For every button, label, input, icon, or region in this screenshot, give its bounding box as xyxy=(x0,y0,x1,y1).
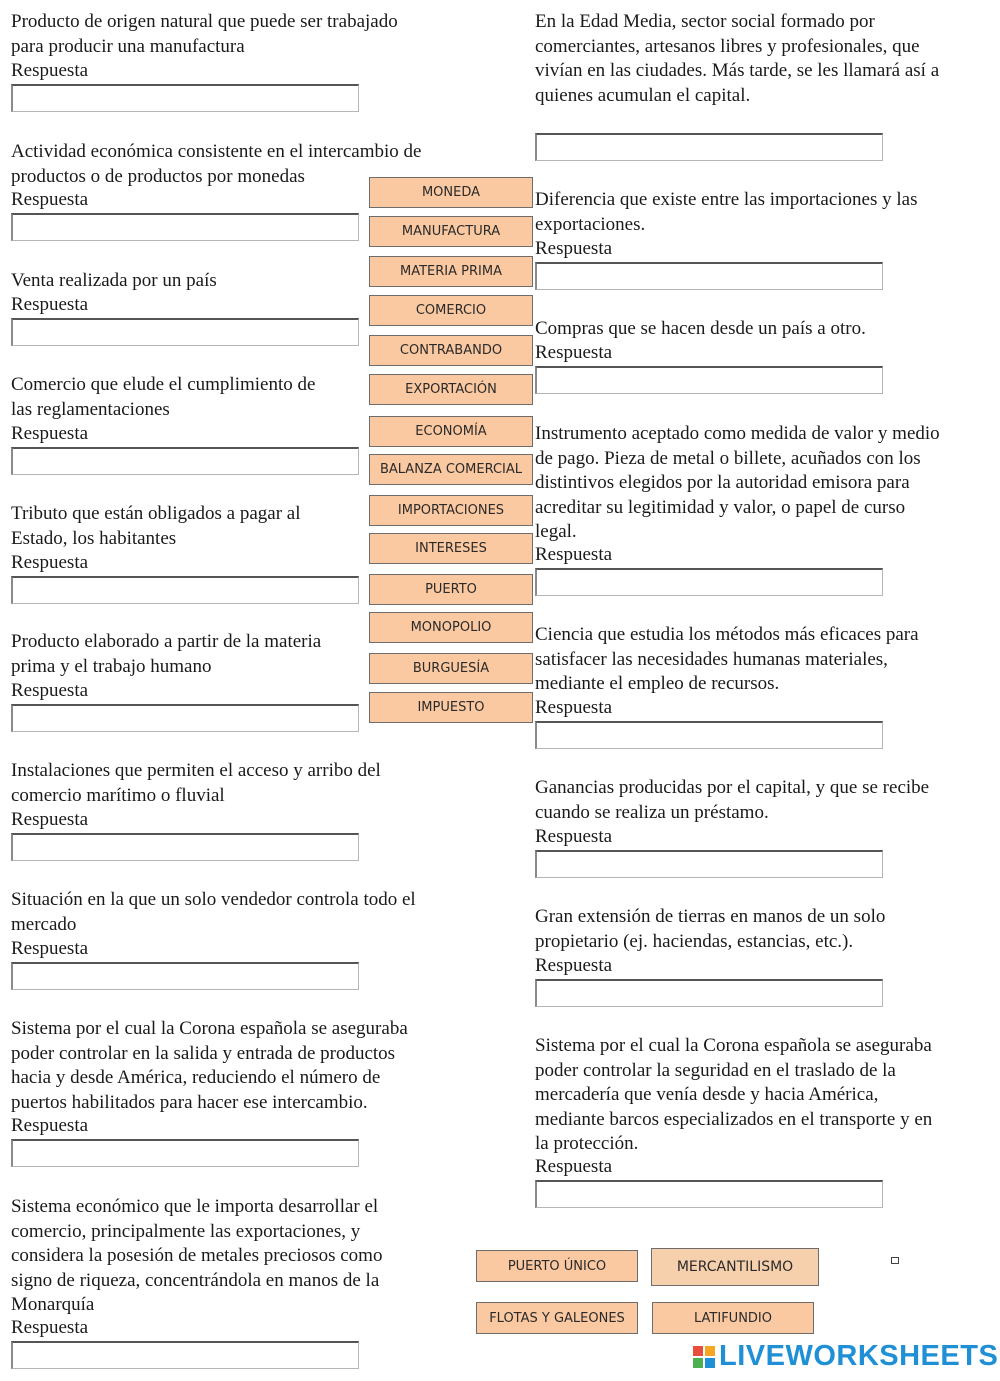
logo-grid-icon xyxy=(693,1346,715,1368)
answer-label: Respuesta xyxy=(11,938,89,959)
word-tile-intereses[interactable]: INTERESES xyxy=(369,533,533,564)
word-tile-importaciones[interactable]: IMPORTACIONES xyxy=(369,495,533,526)
left-question-5: Tributo que están obligados a pagar al Estado, los habitantes xyxy=(11,503,301,549)
answer-label: Respuesta xyxy=(11,552,89,573)
liveworksheets-logo xyxy=(693,1340,998,1373)
word-tile-materia-prima[interactable]: MATERIA PRIMA xyxy=(369,256,533,287)
right-question-3: Compras que se hacen desde un país a otro. xyxy=(535,318,866,339)
answer-input-left-10[interactable] xyxy=(11,1341,359,1369)
answer-label: Respuesta xyxy=(535,1156,613,1177)
answer-input-right-8[interactable] xyxy=(535,1180,883,1208)
word-tile-balanza-comercial[interactable]: BALANZA COMERCIAL xyxy=(369,454,533,485)
right-question-6: Ganancias producidas por el capital, y que se recibe cuando se realiza un préstamo. xyxy=(535,777,930,823)
word-tile-moneda[interactable]: MONEDA xyxy=(369,177,533,208)
word-tile-comercio[interactable]: COMERCIO xyxy=(369,295,533,326)
answer-label: Respuesta xyxy=(11,680,89,701)
answer-input-left-2[interactable] xyxy=(11,213,359,241)
answer-input-left-3[interactable] xyxy=(11,318,359,346)
word-tile-exportacion[interactable]: EXPORTACIÓN xyxy=(369,374,533,405)
word-tile-economia[interactable]: ECONOMÍA xyxy=(369,416,533,447)
answer-label: Respuesta xyxy=(11,1317,89,1338)
answer-input-right-2[interactable] xyxy=(535,262,883,290)
word-tile-puerto-unico[interactable]: PUERTO ÚNICO xyxy=(476,1250,638,1282)
answer-input-left-7[interactable] xyxy=(11,833,359,861)
word-tile-burguesia[interactable]: BURGUESÍA xyxy=(369,653,533,684)
left-question-6: Producto elaborado a partir de la materia prima y el trabajo humano xyxy=(11,631,322,677)
right-question-8: Sistema por el cual la Corona española se aseguraba poder controlar la seguridad en el traslado de la mercadería que venía desde y hacia América, mediante barcos especializados en el transporte y en la protección. xyxy=(535,1035,933,1154)
answer-input-left-1[interactable] xyxy=(11,84,359,112)
answer-input-right-5[interactable] xyxy=(535,721,883,749)
left-question-3: Venta realizada por un país xyxy=(11,270,217,291)
answer-label: Respuesta xyxy=(535,955,613,976)
left-question-10: Sistema económico que le importa desarrollar el comercio, principalmente las exportaciones, y considera la posesión de metales preciosos como signo de riqueza, concentrándola en manos de la Monarquía xyxy=(11,1196,383,1315)
answer-label: Respuesta xyxy=(535,238,613,259)
answer-label: Respuesta xyxy=(535,826,613,847)
answer-label: Respuesta xyxy=(11,809,89,830)
answer-label: Respuesta xyxy=(535,697,613,718)
answer-input-right-7[interactable] xyxy=(535,979,883,1007)
word-tile-flotas-y-galeones[interactable]: FLOTAS Y GALEONES xyxy=(476,1302,638,1334)
left-question-7: Instalaciones que permiten el acceso y arribo del comercio marítimo o fluvial xyxy=(11,760,381,806)
right-question-4: Instrumento aceptado como medida de valor y medio de pago. Pieza de metal o billete, acuñados con los distintivos elegidos por la autoridad emisora para acreditar su legitimidad y valor, o papel de curso legal. xyxy=(535,423,940,542)
word-tile-monopolio[interactable]: MONOPOLIO xyxy=(369,612,533,643)
answer-label: Respuesta xyxy=(11,189,89,210)
answer-input-left-9[interactable] xyxy=(11,1139,359,1167)
left-question-4: Comercio que elude el cumplimiento de las reglamentaciones xyxy=(11,374,316,420)
answer-label: Respuesta xyxy=(11,1115,89,1136)
left-question-8: Situación en la que un solo vendedor controla todo el mercado xyxy=(11,889,416,935)
right-question-2: Diferencia que existe entre las importaciones y las exportaciones. xyxy=(535,189,918,235)
answer-label: Respuesta xyxy=(11,423,89,444)
answer-input-right-3[interactable] xyxy=(535,366,883,394)
answer-input-right-6[interactable] xyxy=(535,850,883,878)
answer-input-left-4[interactable] xyxy=(11,447,359,475)
answer-label: Respuesta xyxy=(11,294,89,315)
right-question-1: En la Edad Media, sector social formado por comerciantes, artesanos libres y profesionales, que vivían en las ciudades. Más tarde, se les llamará así a quienes acumulan el capital. xyxy=(535,11,940,106)
left-question-1: Producto de origen natural que puede ser trabajado para producir una manufactura xyxy=(11,11,398,57)
answer-label: Respuesta xyxy=(535,342,613,363)
answer-input-left-8[interactable] xyxy=(11,962,359,990)
word-tile-contrabando[interactable]: CONTRABANDO xyxy=(369,335,533,366)
word-tile-impuesto[interactable]: IMPUESTO xyxy=(369,692,533,723)
right-question-7: Gran extensión de tierras en manos de un solo propietario (ej. haciendas, estancias, etc.). xyxy=(535,906,886,952)
right-question-5: Ciencia que estudia los métodos más eficaces para satisfacer las necesidades humanas materiales, mediante el empleo de recursos. xyxy=(535,624,919,694)
answer-input-left-5[interactable] xyxy=(11,576,359,604)
left-question-2: Actividad económica consistente en el intercambio de productos o de productos por monedas xyxy=(11,141,422,187)
word-tile-puerto[interactable]: PUERTO xyxy=(369,574,533,605)
left-question-9: Sistema por el cual la Corona española se aseguraba poder controlar en la salida y entrada de productos hacia y desde América, reduciendo el número de puertos habilitados para hacer ese intercambio. xyxy=(11,1018,408,1113)
answer-label: Respuesta xyxy=(535,544,613,565)
word-tile-manufactura[interactable]: MANUFACTURA xyxy=(369,216,533,247)
answer-input-left-6[interactable] xyxy=(11,704,359,732)
answer-label: Respuesta xyxy=(11,60,89,81)
word-tile-mercantilismo[interactable]: MERCANTILISMO xyxy=(651,1248,819,1286)
answer-input-right-1[interactable] xyxy=(535,133,883,161)
small-square-marker xyxy=(891,1257,899,1264)
brand-name: LIVEWORKSHEETS xyxy=(719,1340,999,1372)
word-tile-latifundio[interactable]: LATIFUNDIO xyxy=(652,1302,814,1334)
answer-input-right-4[interactable] xyxy=(535,568,883,596)
